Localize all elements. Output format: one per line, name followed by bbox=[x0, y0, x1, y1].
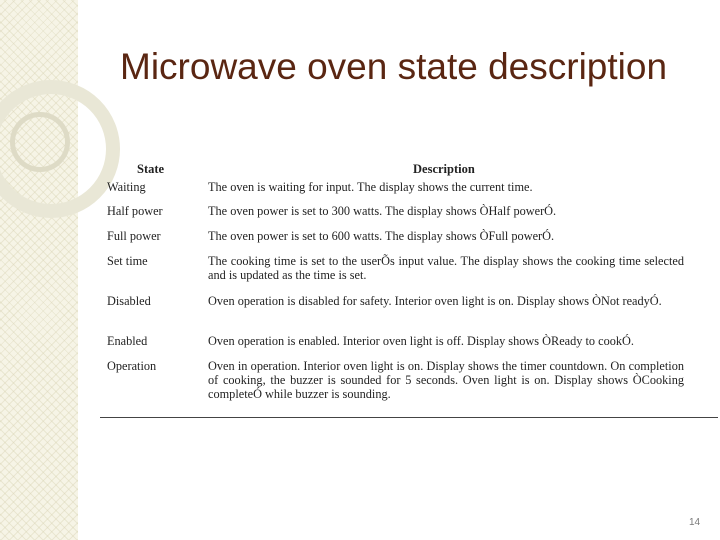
state-cell: Disabled bbox=[107, 294, 151, 308]
description-cell: The oven power is set to 300 watts. The display shows ÒHalf powerÓ. bbox=[208, 204, 557, 218]
table-row bbox=[103, 294, 687, 334]
state-description-table bbox=[103, 160, 687, 405]
description-cell: The oven power is set to 600 watts. The display shows ÒFull powerÓ. bbox=[208, 229, 555, 243]
slide-title: Microwave oven state description bbox=[120, 46, 668, 87]
description-cell: Oven in operation. Interior oven light is on. Display shows the timer countdown. On completion of cooking, the buzzer is sounded for 5 seconds. Oven light is on. Display shows ÒCooking completeÓ while buzzer is sounding. bbox=[208, 359, 684, 401]
slide-number: 14 bbox=[689, 517, 701, 528]
state-cell: Full power bbox=[107, 229, 161, 243]
decorative-ring-small bbox=[10, 112, 70, 172]
description-cell: The oven is waiting for input. The display shows the current time. bbox=[208, 180, 533, 194]
state-cell: Set time bbox=[107, 254, 148, 268]
state-cell: Enabled bbox=[107, 334, 148, 348]
table-row bbox=[103, 334, 687, 359]
state-cell: Waiting bbox=[107, 180, 146, 194]
description-cell: The cooking time is set to the userÕs input value. The display shows the cooking time selected and is updated as the time is set. bbox=[208, 254, 684, 282]
table-row bbox=[103, 359, 687, 405]
header-description: Description bbox=[413, 162, 475, 176]
table-row bbox=[103, 204, 687, 229]
table-bottom-rule bbox=[100, 417, 718, 418]
table-row bbox=[103, 180, 687, 204]
table-row bbox=[103, 229, 687, 254]
description-cell: Oven operation is disabled for safety. Interior oven light is on. Display shows ÒNot readyÓ. bbox=[208, 294, 662, 308]
state-cell: Half power bbox=[107, 204, 163, 218]
description-cell: Oven operation is enabled. Interior oven light is off. Display shows ÒReady to cookÓ. bbox=[208, 334, 634, 348]
table-row bbox=[103, 254, 687, 294]
header-state: State bbox=[137, 162, 165, 176]
table-header-row bbox=[103, 160, 687, 180]
state-cell: Operation bbox=[107, 359, 157, 373]
